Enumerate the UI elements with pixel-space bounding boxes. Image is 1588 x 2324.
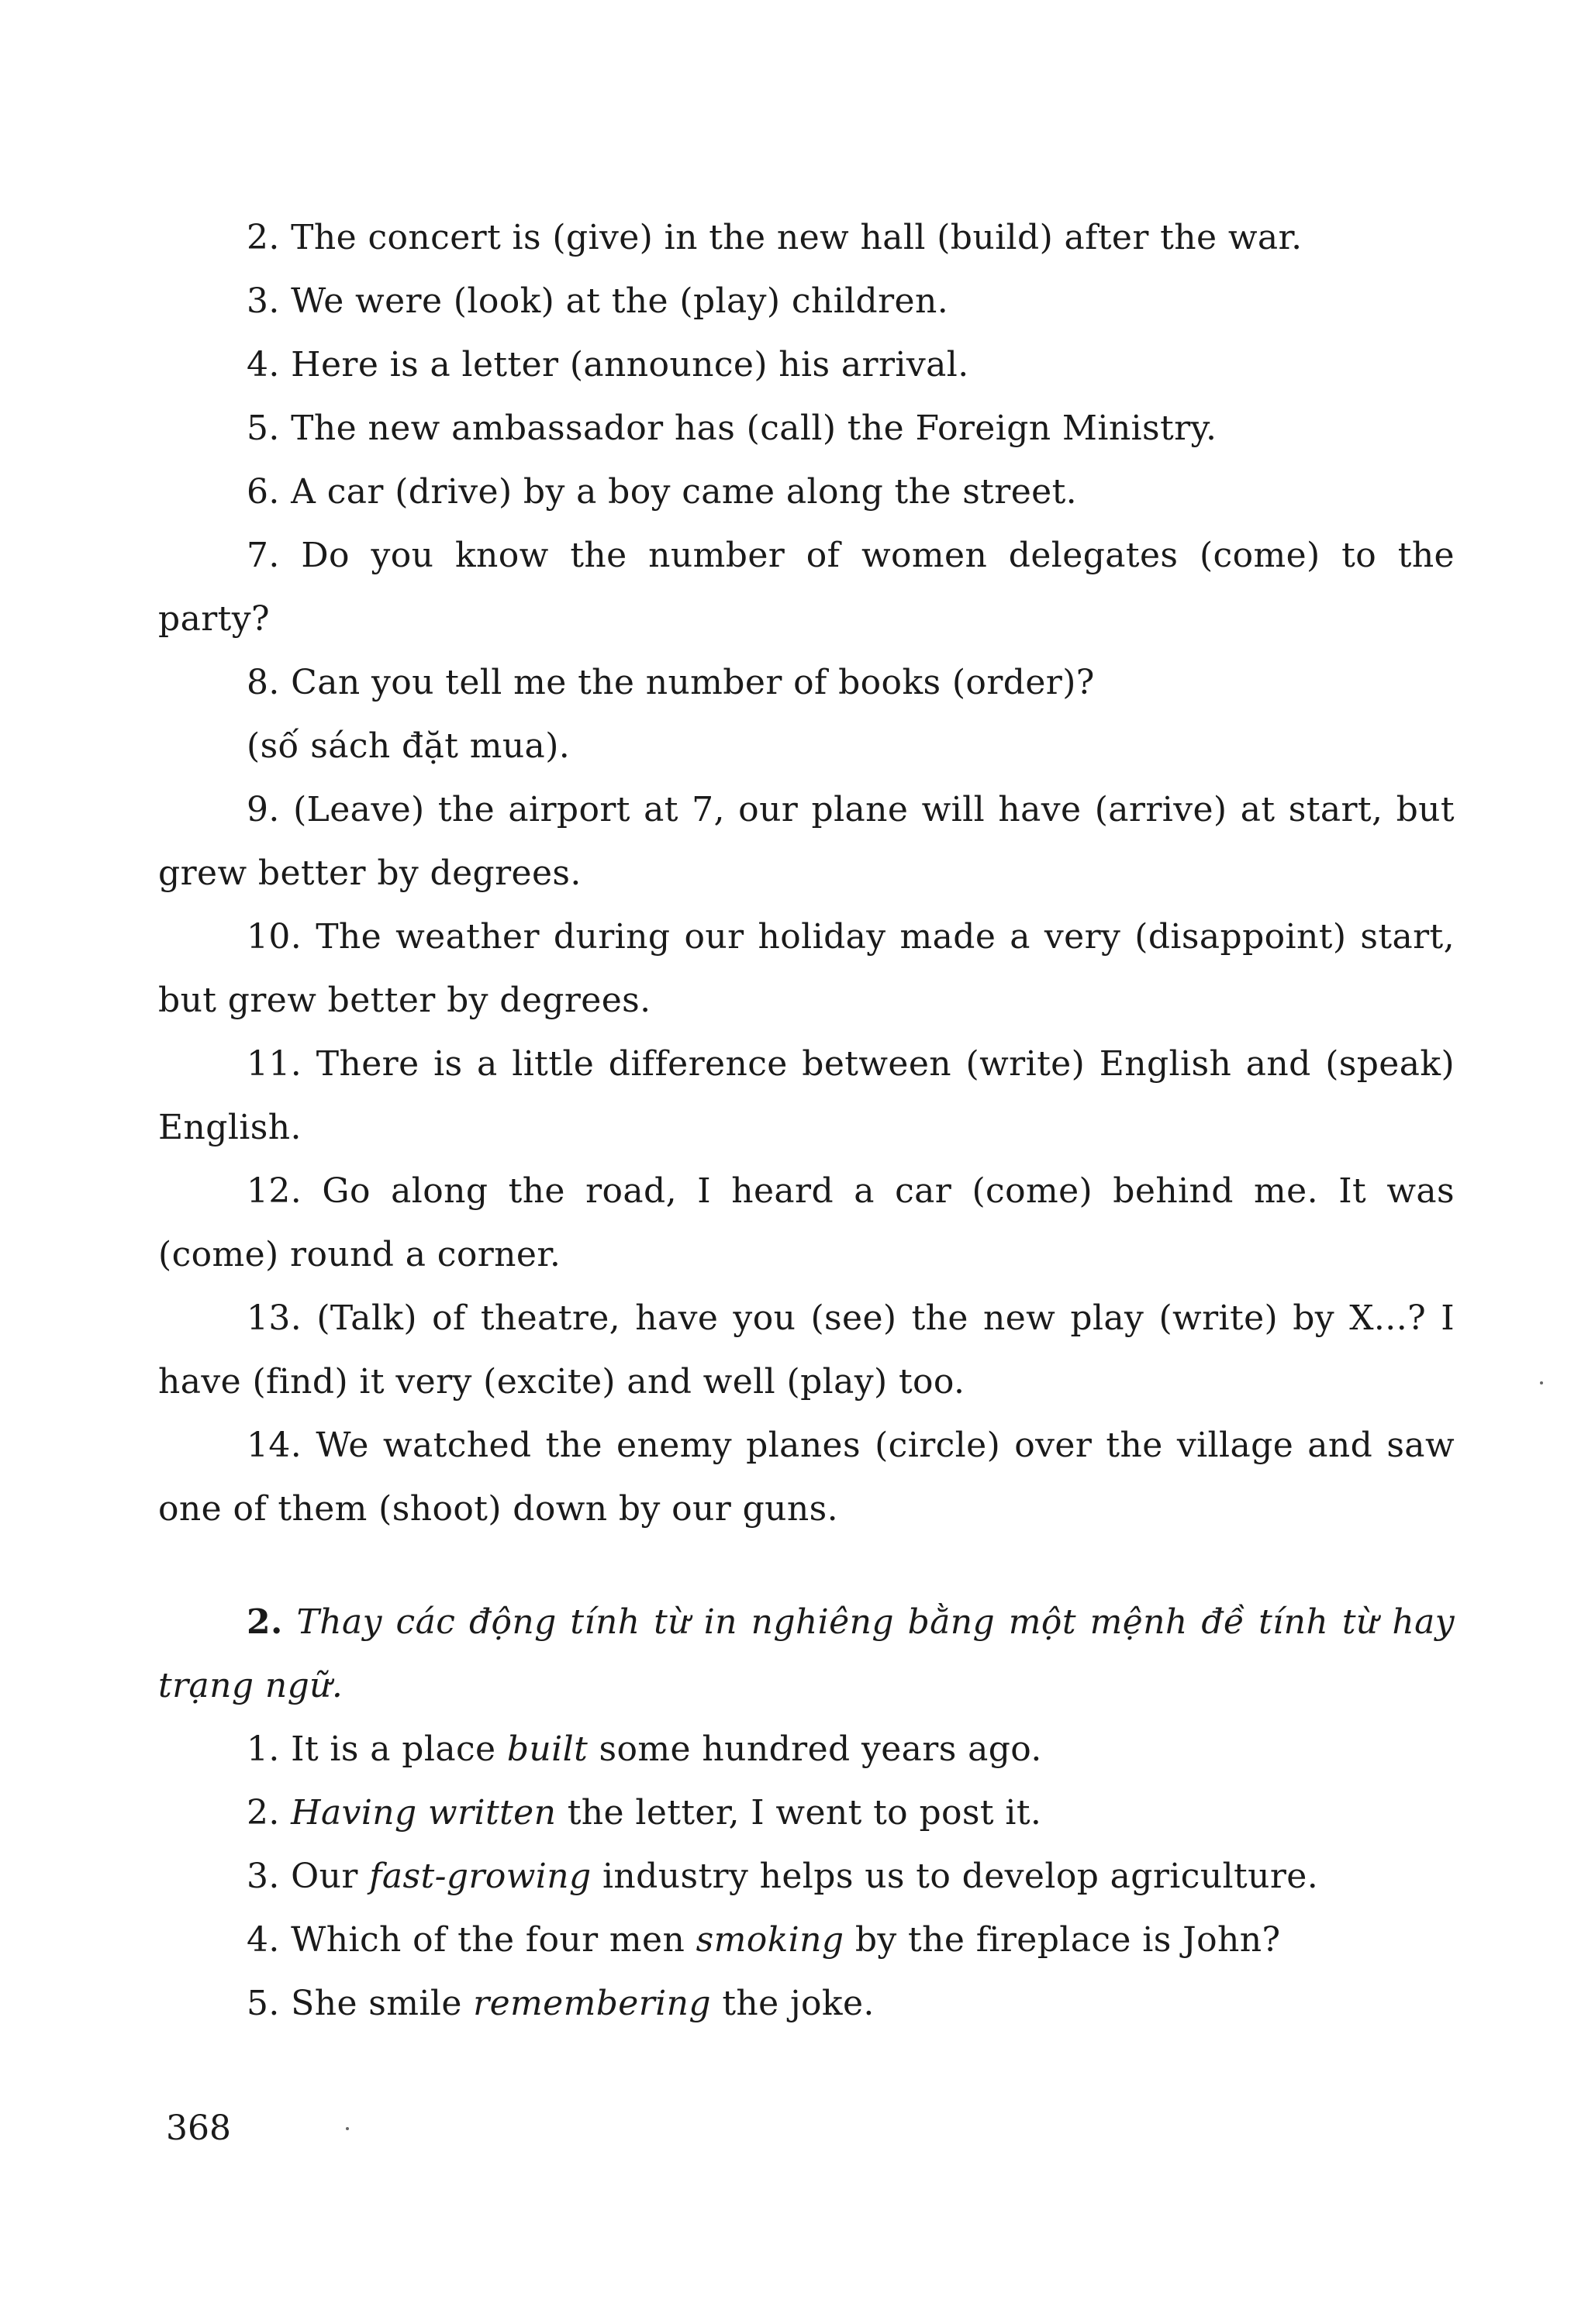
scan-speck [346, 2127, 349, 2130]
item-number: 11. [247, 1044, 302, 1084]
item-text: (Talk) of theatre, have you (see) the new play (write) by X...? I have (find) it very (excite) and well (play) too. [158, 1298, 1455, 1402]
list-item [158, 905, 1455, 1033]
list-item [158, 333, 1455, 397]
item-number: 5. [247, 409, 280, 448]
list-item [158, 270, 1455, 333]
item-text: The concert is (give) in the new hall (build) after the war. [291, 218, 1303, 257]
item-text: (số sách đặt mua). [247, 726, 571, 766]
item-number: 2. [247, 218, 280, 257]
item-text: We were (look) at the (play) children. [291, 281, 949, 321]
item-italic-phrase: smoking [696, 1920, 844, 1960]
item-italic-phrase: Having written [291, 1793, 557, 1833]
list-item [158, 397, 1455, 460]
item-text: The weather during our holiday made a very (disappoint) start, but grew better by degrees. [158, 917, 1455, 1020]
item-number: 12. [247, 1171, 302, 1211]
item-text: Can you tell me the number of books (order)? [291, 663, 1095, 702]
list-item [158, 651, 1455, 715]
item-number: 4. [247, 345, 280, 384]
exercise-2-section [158, 1591, 1455, 2036]
list-item [158, 460, 1455, 524]
item-number: 6. [247, 472, 280, 512]
item-text-before: She smile [291, 1984, 474, 2023]
item-number: 5. [247, 1984, 280, 2023]
list-item [158, 1718, 1455, 1781]
item-text: Do you know the number of women delegates (come) to the party? [158, 536, 1455, 639]
item-text-after: by the fireplace is John? [844, 1920, 1281, 1960]
item-text: Here is a letter (announce) his arrival. [291, 345, 969, 384]
item-text-before: Which of the four men [291, 1920, 696, 1960]
list-item [158, 1287, 1455, 1414]
list-item [158, 524, 1455, 651]
item-number: 14. [247, 1426, 302, 1465]
item-italic-phrase: built [506, 1729, 589, 1769]
item-text-after: some hundred years ago. [588, 1729, 1042, 1769]
item-number: 3. [247, 281, 280, 321]
list-item [158, 1845, 1455, 1909]
scan-speck [1540, 1381, 1543, 1384]
item-number: 10. [247, 917, 302, 957]
list-item-note [158, 715, 1455, 778]
item-text-after: the joke. [710, 1984, 875, 2023]
item-number: 8. [247, 663, 280, 702]
item-italic-phrase: remembering [473, 1984, 711, 2023]
item-number: 13. [247, 1298, 302, 1338]
item-number: 4. [247, 1920, 280, 1960]
page-number: 368 [166, 2108, 231, 2148]
list-item [158, 1909, 1455, 1972]
item-text-before: Our [291, 1857, 370, 1896]
list-item [158, 1414, 1455, 1541]
item-text: The new ambassador has (call) the Foreign Ministry. [291, 409, 1217, 448]
list-item [158, 1781, 1455, 1845]
item-number: 9. [247, 790, 280, 829]
item-text: A car (drive) by a boy came along the street. [291, 472, 1078, 512]
list-item [158, 1972, 1455, 2036]
exercise-2-heading [158, 1591, 1455, 1718]
heading-text: Thay các động tính từ in nghiêng bằng một mệnh đề tính từ hay trạng ngữ. [158, 1602, 1455, 1705]
item-text-after: the letter, I went to post it. [556, 1793, 1042, 1833]
list-item [158, 1033, 1455, 1160]
heading-number: 2. [247, 1602, 283, 1642]
item-text-after: industry helps us to develop agriculture. [591, 1857, 1319, 1896]
item-text: Go along the road, I heard a car (come) behind me. It was (come) round a corner. [158, 1171, 1455, 1274]
list-item [158, 206, 1455, 270]
list-item [158, 1160, 1455, 1287]
exercise-1-list [158, 206, 1455, 1541]
item-number: 2. [247, 1793, 280, 1833]
item-text-before: It is a place [291, 1729, 507, 1769]
item-text: We watched the enemy planes (circle) over the village and saw one of them (shoot) down by our guns. [158, 1426, 1455, 1529]
list-item [158, 778, 1455, 905]
item-text: (Leave) the airport at 7, our plane will have (arrive) at start, but grew better by degrees. [158, 790, 1455, 893]
item-number: 3. [247, 1857, 280, 1896]
item-italic-phrase: fast-growing [369, 1857, 592, 1896]
item-text: There is a little difference between (write) English and (speak) English. [158, 1044, 1455, 1147]
item-number: 1. [247, 1729, 280, 1769]
item-number: 7. [247, 536, 280, 575]
